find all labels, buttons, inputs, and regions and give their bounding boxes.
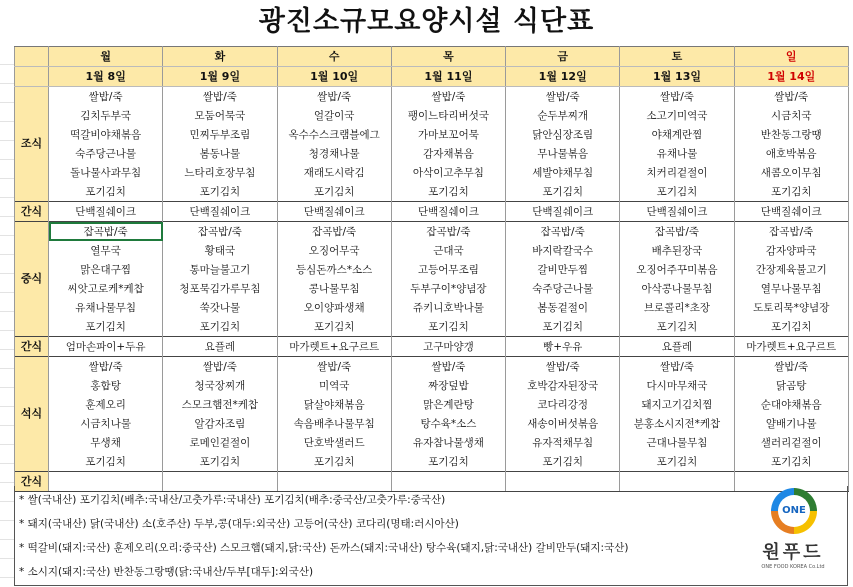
day-header: 토 (620, 47, 734, 67)
menu-cell[interactable]: 떡갈비야채볶음 (49, 125, 163, 144)
menu-cell[interactable]: 순대야채볶음 (734, 395, 848, 414)
menu-cell[interactable]: 포기김치 (391, 452, 505, 472)
menu-cell[interactable]: 잡곡밥/죽 (49, 222, 163, 242)
menu-cell[interactable]: 단백질쉐이크 (620, 202, 734, 222)
menu-cell[interactable]: 포기김치 (734, 182, 848, 202)
menu-cell[interactable]: 세발야채무침 (506, 163, 620, 182)
corner-cell (15, 67, 49, 87)
menu-cell[interactable]: 순두부찌개 (506, 106, 620, 125)
menu-cell[interactable]: 포기김치 (163, 182, 277, 202)
page-title: 광진소규모요양시설 식단표 (258, 6, 595, 37)
menu-cell[interactable]: 모둠어묵국 (163, 106, 277, 125)
menu-cell[interactable]: 잡곡밥/죽 (620, 222, 734, 242)
menu-cell[interactable]: 탕수육*소스 (391, 414, 505, 433)
logo-ring-icon (771, 488, 817, 534)
menu-cell[interactable]: 쌀밥/죽 (49, 87, 163, 107)
menu-cell[interactable]: 홍합탕 (49, 376, 163, 395)
menu-cell[interactable]: 돼지고기김치찜 (620, 395, 734, 414)
menu-cell[interactable]: 쌀밥/죽 (620, 357, 734, 377)
date-header: 1월 14일 (734, 67, 848, 87)
menu-cell[interactable]: 청포묵김가루무침 (163, 279, 277, 298)
menu-cell[interactable]: 갈비만두찜 (506, 260, 620, 279)
menu-cell[interactable]: 새송이버섯볶음 (506, 414, 620, 433)
menu-cell[interactable]: 단백질쉐이크 (506, 202, 620, 222)
meal-label-dinner: 석식 (15, 357, 49, 472)
menu-cell[interactable]: 포기김치 (277, 317, 391, 337)
menu-cell[interactable]: 옥수수스크램블에그 (277, 125, 391, 144)
menu-cell[interactable]: 쑥갓나물 (163, 298, 277, 317)
menu-cell[interactable]: 코다리강정 (506, 395, 620, 414)
menu-cell[interactable]: 근대나물무침 (620, 433, 734, 452)
menu-cell[interactable]: 포기김치 (277, 182, 391, 202)
menu-cell[interactable]: 포기김치 (277, 452, 391, 472)
day-header: 화 (163, 47, 277, 67)
menu-cell[interactable]: 유자참나물생채 (391, 433, 505, 452)
menu-cell[interactable]: 쌀밥/죽 (734, 357, 848, 377)
menu-cell[interactable]: 미역국 (277, 376, 391, 395)
menu-cell[interactable]: 배추된장국 (620, 241, 734, 260)
menu-cell[interactable]: 고구마양갱 (391, 337, 505, 357)
menu-cell[interactable]: 포기김치 (506, 182, 620, 202)
menu-cell[interactable]: 닭살야채볶음 (277, 395, 391, 414)
menu-cell[interactable]: 아삭이고추무침 (391, 163, 505, 182)
menu-cell[interactable]: 근대국 (391, 241, 505, 260)
date-header: 1월 13일 (620, 67, 734, 87)
menu-cell[interactable]: 알감자조림 (163, 414, 277, 433)
menu-cell[interactable]: 열무국 (49, 241, 163, 260)
menu-cell[interactable]: 닭안심장조림 (506, 125, 620, 144)
menu-cell[interactable]: 김치두부국 (49, 106, 163, 125)
menu-cell[interactable]: 쌀밥/죽 (163, 357, 277, 377)
menu-cell[interactable]: 빵+우유 (506, 337, 620, 357)
corner-cell (15, 47, 49, 67)
menu-cell[interactable]: 유채나물무침 (49, 298, 163, 317)
menu-cell[interactable]: 포기김치 (506, 452, 620, 472)
sheet-gridlines (0, 46, 14, 586)
menu-cell[interactable]: 시금치국 (734, 106, 848, 125)
menu-cell[interactable]: 쌀밥/죽 (277, 357, 391, 377)
day-header: 목 (391, 47, 505, 67)
date-header: 1월 8일 (49, 67, 163, 87)
menu-cell[interactable]: 쌀밥/죽 (620, 87, 734, 107)
date-header: 1월 12일 (506, 67, 620, 87)
menu-cell[interactable]: 포기김치 (391, 182, 505, 202)
menu-table (14, 46, 849, 492)
menu-cell[interactable]: 포기김치 (734, 317, 848, 337)
menu-cell[interactable]: 팽이느타리버섯국 (391, 106, 505, 125)
menu-cell[interactable]: 단백질쉐이크 (49, 202, 163, 222)
menu-cell[interactable]: 포기김치 (49, 182, 163, 202)
menu-cell[interactable]: 포기김치 (49, 317, 163, 337)
menu-cell[interactable]: 쥬키니호박나물 (391, 298, 505, 317)
menu-cell[interactable]: 소고기미역국 (620, 106, 734, 125)
day-header: 일 (734, 47, 848, 67)
menu-cell[interactable]: 맑은계란탕 (391, 395, 505, 414)
menu-cell[interactable]: 포기김치 (734, 452, 848, 472)
date-header: 1월 11일 (391, 67, 505, 87)
note-line: * 돼지(국내산) 닭(국내산) 소(호주산) 두부,콩(대두:외국산) 고등어(국산) 코다리(명태:러시아산) (19, 518, 459, 530)
menu-cell[interactable]: 포기김치 (620, 452, 734, 472)
menu-cell[interactable]: 단백질쉐이크 (277, 202, 391, 222)
menu-cell[interactable]: 야채계란찜 (620, 125, 734, 144)
menu-cell[interactable]: 맑은대구찜 (49, 260, 163, 279)
menu-cell[interactable]: 봄동겉절이 (506, 298, 620, 317)
menu-cell[interactable]: 유채나물 (620, 144, 734, 163)
menu-cell[interactable]: 가마보꼬어묵 (391, 125, 505, 144)
menu-cell[interactable]: 단호박샐러드 (277, 433, 391, 452)
menu-cell[interactable]: 스모크햄전*케찹 (163, 395, 277, 414)
menu-cell[interactable]: 도토리묵*양념장 (734, 298, 848, 317)
date-header: 1월 9일 (163, 67, 277, 87)
menu-cell[interactable]: 훈제오리 (49, 395, 163, 414)
menu-cell[interactable]: 통마늘불고기 (163, 260, 277, 279)
menu-cell[interactable]: 애호박볶음 (734, 144, 848, 163)
menu-cell[interactable]: 마가렛트+요구르트 (277, 337, 391, 357)
date-header: 1월 10일 (277, 67, 391, 87)
menu-cell[interactable]: 씨앗고로케*케찹 (49, 279, 163, 298)
day-header: 금 (506, 47, 620, 67)
menu-cell[interactable]: 청국장찌개 (163, 376, 277, 395)
menu-cell[interactable]: 잡곡밥/죽 (277, 222, 391, 242)
menu-cell[interactable]: 오이양파생채 (277, 298, 391, 317)
origin-notes (14, 486, 848, 586)
menu-cell[interactable]: 포기김치 (506, 317, 620, 337)
menu-cell[interactable]: 쌀밥/죽 (506, 87, 620, 107)
menu-cell[interactable]: 요플레 (620, 337, 734, 357)
menu-cell[interactable]: 샐러리겉절이 (734, 433, 848, 452)
company-logo (751, 488, 835, 584)
menu-cell[interactable]: 아삭콩나물무침 (620, 279, 734, 298)
menu-cell[interactable]: 잡곡밥/죽 (734, 222, 848, 242)
menu-cell[interactable]: 쌀밥/죽 (506, 357, 620, 377)
menu-cell[interactable]: 포기김치 (163, 452, 277, 472)
meal-label-snack: 간식 (15, 202, 49, 222)
menu-cell[interactable]: 브로콜리*초장 (620, 298, 734, 317)
menu-cell[interactable]: 다시마무채국 (620, 376, 734, 395)
meal-label-lunch: 중식 (15, 222, 49, 337)
menu-cell[interactable]: 바지락칼국수 (506, 241, 620, 260)
menu-cell[interactable]: 쌀밥/죽 (49, 357, 163, 377)
menu-cell[interactable]: 유자적채무침 (506, 433, 620, 452)
note-line: * 쌀(국내산) 포기김치(배추:국내산/고춧가루:국내산) 포기김치(배추:중국산/고춧가루:중국산) (19, 494, 446, 506)
meal-label-snack: 간식 (15, 337, 49, 357)
menu-cell[interactable]: 단백질쉐이크 (734, 202, 848, 222)
menu-cell[interactable]: 재래도시락김 (277, 163, 391, 182)
menu-cell[interactable]: 등심돈까스*소스 (277, 260, 391, 279)
menu-cell[interactable]: 간장제육불고기 (734, 260, 848, 279)
menu-cell[interactable]: 쌀밥/죽 (391, 357, 505, 377)
logo-badge: ONE (778, 495, 810, 527)
menu-cell[interactable]: 쌀밥/죽 (391, 87, 505, 107)
menu-cell[interactable]: 쌀밥/죽 (277, 87, 391, 107)
menu-cell[interactable]: 단백질쉐이크 (163, 202, 277, 222)
menu-cell[interactable]: 반찬동그랑땡 (734, 125, 848, 144)
menu-cell[interactable]: 오징어무국 (277, 241, 391, 260)
menu-cell[interactable]: 잡곡밥/죽 (391, 222, 505, 242)
menu-cell[interactable]: 호박감자된장국 (506, 376, 620, 395)
menu-cell[interactable]: 포기김치 (163, 317, 277, 337)
menu-cell[interactable]: 포기김치 (391, 317, 505, 337)
menu-cell[interactable]: 쌀밥/죽 (163, 87, 277, 107)
menu-cell[interactable]: 단백질쉐이크 (391, 202, 505, 222)
menu-cell[interactable]: 엄마손파이+두유 (49, 337, 163, 357)
menu-cell[interactable]: 포기김치 (620, 317, 734, 337)
menu-cell[interactable]: 치커리겉절이 (620, 163, 734, 182)
menu-cell[interactable]: 청경채나물 (277, 144, 391, 163)
menu-cell[interactable]: 분홍소시지전*케찹 (620, 414, 734, 433)
menu-cell[interactable]: 얼갈이국 (277, 106, 391, 125)
note-line: * 떡갈비(돼지:국산) 훈제오리(오리:중국산) 스모크햄(돼지,닭:국산) 돈까스(돼지:국내산) 탕수육(돼지,닭:국내산) 갈비만두(돼지:국산) (19, 542, 629, 554)
menu-cell[interactable]: 열무나물무침 (734, 279, 848, 298)
menu-cell[interactable]: 황태국 (163, 241, 277, 260)
menu-cell[interactable]: 짜장덮밥 (391, 376, 505, 395)
menu-cell[interactable]: 감자채볶음 (391, 144, 505, 163)
menu-cell[interactable]: 시금치나물 (49, 414, 163, 433)
menu-cell[interactable]: 무생채 (49, 433, 163, 452)
note-line: * 소시지(돼지:국산) 반찬동그랑땡(닭:국내산/두부[대두]:외국산) (19, 566, 314, 578)
menu-cell[interactable]: 오징어주꾸미볶음 (620, 260, 734, 279)
menu-cell[interactable]: 숙주당근나물 (49, 144, 163, 163)
menu-cell[interactable]: 봄동나물 (163, 144, 277, 163)
menu-cell[interactable]: 두부구이*양념장 (391, 279, 505, 298)
menu-cell[interactable]: 잡곡밥/죽 (163, 222, 277, 242)
menu-cell[interactable]: 닭곰탕 (734, 376, 848, 395)
menu-cell[interactable]: 무나물볶음 (506, 144, 620, 163)
menu-cell[interactable]: 포기김치 (620, 182, 734, 202)
menu-cell[interactable]: 콩나물무침 (277, 279, 391, 298)
menu-cell[interactable]: 로메인겉절이 (163, 433, 277, 452)
menu-cell[interactable]: 잡곡밥/죽 (506, 222, 620, 242)
menu-cell[interactable]: 고등어무조림 (391, 260, 505, 279)
logo-subtitle: ONE FOOD KOREA Co.Ltd (761, 564, 825, 570)
menu-cell[interactable]: 속음배추나물무침 (277, 414, 391, 433)
menu-cell[interactable]: 요플레 (163, 337, 277, 357)
menu-cell[interactable]: 얄배기나물 (734, 414, 848, 433)
menu-cell[interactable]: 포기김치 (49, 452, 163, 472)
menu-cell[interactable]: 민찌두부조림 (163, 125, 277, 144)
menu-cell[interactable]: 새콤오이무침 (734, 163, 848, 182)
menu-cell[interactable]: 쌀밥/죽 (734, 87, 848, 107)
menu-cell[interactable]: 느타리호장무침 (163, 163, 277, 182)
menu-cell[interactable]: 마가렛트+요구르트 (734, 337, 848, 357)
logo-name: 원푸드 (762, 542, 824, 563)
day-header: 수 (277, 47, 391, 67)
menu-cell[interactable]: 돌나물사과무침 (49, 163, 163, 182)
meal-label-snack: 간식 (15, 472, 49, 492)
menu-cell[interactable]: 감자양파국 (734, 241, 848, 260)
menu-cell[interactable]: 숙주당근나물 (506, 279, 620, 298)
day-header: 월 (49, 47, 163, 67)
meal-label-breakfast: 조식 (15, 87, 49, 202)
